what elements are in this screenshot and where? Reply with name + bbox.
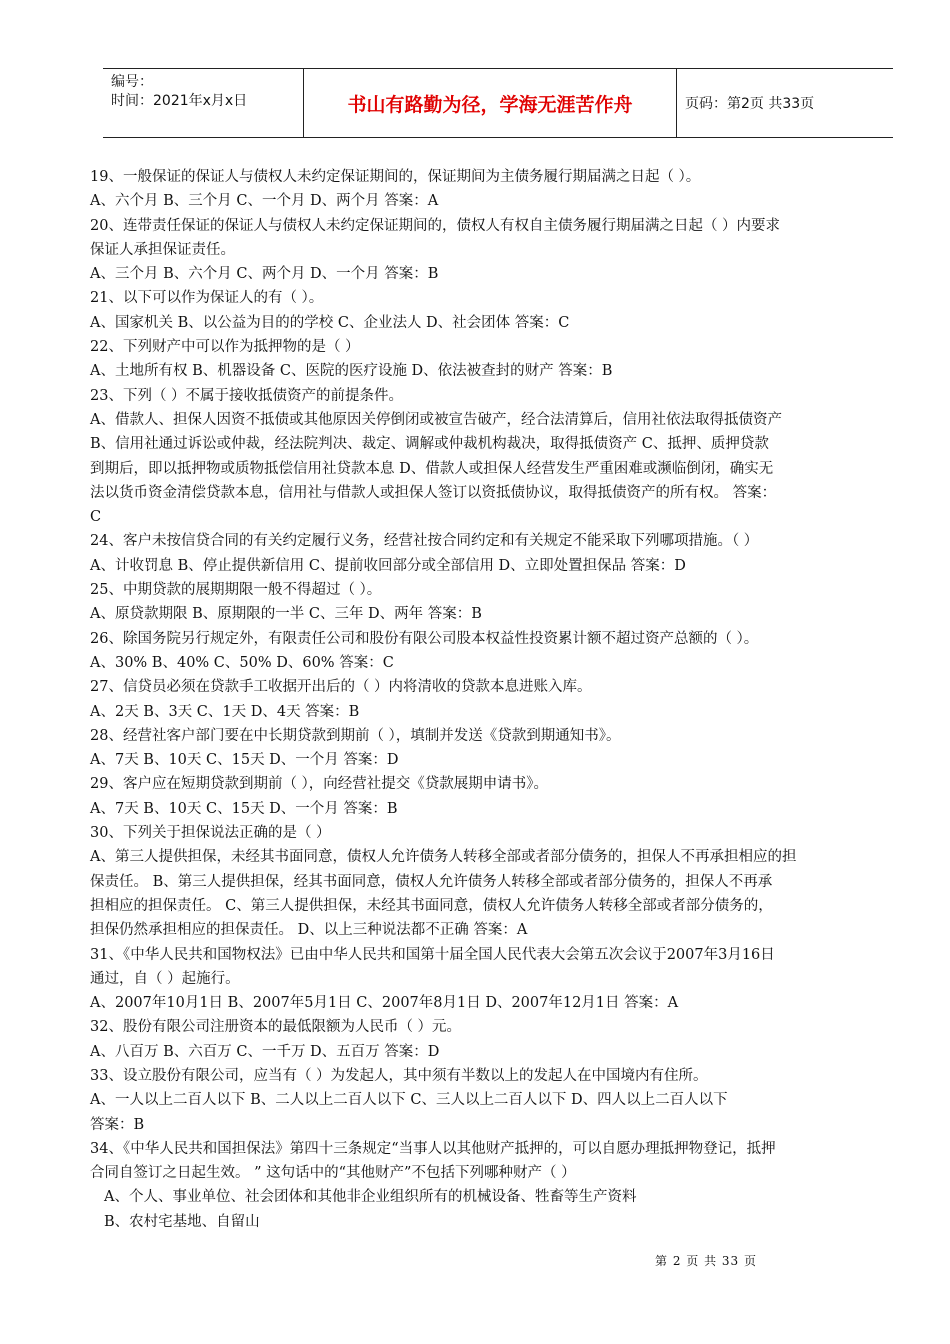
text-line: A、六个月 B、三个月 C、一个月 D、两个月 答案：A — [90, 193, 439, 210]
page-header — [103, 68, 893, 138]
text-line: A、八百万 B、六百万 C、一千万 D、五百万 答案：D — [90, 1043, 440, 1060]
page-footer: 第 2 页 共 33 页 — [655, 1254, 757, 1268]
text-line: 26、除国务院另行规定外，有限责任公司和股份有限公司股本权益性投资累计额不超过资产总额的（ ）。 — [90, 630, 759, 647]
text-line: 23、下列（ ）不属于接收抵债资产的前提条件。 — [90, 387, 404, 404]
text-line: 保责任。 B、第三人提供担保，经其书面同意，债权人允许债务人转移全部或者部分债务的，担保人不再承 — [90, 873, 773, 890]
text-line: A、30% B、40% C、50% D、60% 答案：C — [90, 654, 394, 671]
text-line: A、借款人、担保人因资不抵债或其他原因关停倒闭或被宣告破产，经合法清算后，信用社依法取得抵债资产 — [90, 411, 782, 428]
text-line: A、一人以上二百人以下 B、二人以上二百人以下 C、三人以上二百人以下 D、四人以上二百人以下 — [90, 1092, 728, 1109]
header-motto: 书山有路勤为径，学海无涯苦作舟 — [303, 69, 677, 137]
text-line: 28、经营社客户部门要在中长期贷款到期前（ ），填制并发送《贷款到期通知书》。 — [90, 727, 621, 744]
document-body — [90, 165, 904, 1234]
text-line: 29、客户应在短期贷款到期前（ ），向经营社提交《贷款展期申请书》。 — [90, 776, 549, 793]
option-line: B、农村宅基地、自留山 — [104, 1213, 260, 1230]
header-meta — [103, 69, 303, 137]
text-line: 25、中期贷款的展期期限一般不得超过（ ）。 — [90, 582, 382, 599]
text-line: A、土地所有权 B、机器设备 C、医院的医疗设施 D、依法被查封的财产 答案：B — [90, 363, 613, 380]
text-line: 24、客户未按信贷合同的有关约定履行义务，经营社按合同约定和有关规定不能采取下列哪项措施。（ ） — [90, 533, 759, 550]
option-line: A、个人、事业单位、社会团体和其他非企业组织所有的机械设备、牲畜等生产资料 — [104, 1189, 637, 1206]
text-line: A、第三人提供担保，未经其书面同意，债权人允许债务人转移全部或者部分债务的，担保人不再承担相应的担 — [90, 849, 797, 866]
text-line: 担相应的担保责任。 C、第三人提供担保，未经其书面同意，债权人允许债务人转移全部或者部分债务的， — [90, 897, 773, 914]
text-line: 27、信贷员必须在贷款手工收据开出后的（ ）内将清收的贷款本息进账入库。 — [90, 679, 592, 696]
time-label: 时间：2021年x月x日 — [111, 93, 248, 109]
text-line: 19、一般保证的保证人与债权人未约定保证期间的，保证期间为主债务履行期届满之日起（ ）。 — [90, 169, 701, 185]
text-line: 31、《中华人民共和国物权法》已由中华人民共和国第十届全国人民代表大会第五次会议于2007年3月16日 — [90, 946, 775, 963]
text-line: 到期后，即以抵押物或质物抵偿信用社贷款本息 D、借款人或担保人经营发生严重困难或濒临倒闭，确实无 — [90, 460, 774, 477]
text-line: 22、下列财产中可以作为抵押物的是（ ） — [90, 339, 360, 356]
text-line: 保证人承担保证责任。 — [90, 241, 235, 258]
text-line: 33、设立股份有限公司，应当有（ ）为发起人，其中须有半数以上的发起人在中国境内有住所。 — [90, 1067, 708, 1084]
text-line: 法以货币资金清偿贷款本息，信用社与借款人或担保人签订以资抵债协议，取得抵债资产的所有权。 答案： — [90, 484, 777, 501]
text-line: 34、《中华人民共和国担保法》第四十三条规定“当事人以其他财产抵押的，可以自愿办理抵押物登记，抵押 — [90, 1140, 776, 1157]
text-line: A、原贷款期限 B、原期限的一半 C、三年 D、两年 答案：B — [90, 606, 482, 623]
text-line: 32、股份有限公司注册资本的最低限额为人民币（ ）元。 — [90, 1019, 462, 1036]
text-line: 担保仍然承担相应的担保责任。 D、以上三种说法都不正确 答案：A — [90, 922, 528, 939]
text-line: C — [90, 509, 102, 526]
text-line: A、计收罚息 B、停止提供新信用 C、提前收回部分或全部信用 D、立即处置担保品 答案：D — [90, 557, 686, 574]
text-line: A、7天 B、10天 C、15天 D、一个月 答案：D — [90, 752, 399, 769]
text-line: 合同自签订之日起生效。 ” 这句话中的“其他财产”不包括下列哪种财产（ ） — [90, 1165, 576, 1182]
text-line: A、国家机关 B、以公益为目的的学校 C、企业法人 D、社会团体 答案：C — [90, 314, 570, 331]
header-page-info: 页码：第2页 共33页 — [685, 96, 815, 112]
text-line: A、2007年10月1日 B、2007年5月1日 C、2007年8月1日 D、2007年12月1日 答案：A — [90, 995, 679, 1012]
text-line: A、2天 B、3天 C、1天 D、4天 答案：B — [90, 703, 360, 720]
text-line: B、信用社通过诉讼或仲裁，经法院判决、裁定、调解或仲裁机构裁决，取得抵债资产 C、抵押、质押贷款 — [90, 436, 769, 453]
text-line: 答案：B — [90, 1116, 145, 1133]
text-line: 通过，自（ ）起施行。 — [90, 970, 240, 987]
text-line: 30、下列关于担保说法正确的是（ ） — [90, 825, 331, 842]
text-line: 21、以下可以作为保证人的有（ ）。 — [90, 290, 324, 307]
text-line: 20、连带责任保证的保证人与债权人未约定保证期间的，债权人有权自主债务履行期届满之日起（ ）内要求 — [90, 217, 781, 234]
number-label: 编号： — [111, 74, 153, 90]
text-line: A、三个月 B、六个月 C、两个月 D、一个月 答案：B — [90, 266, 439, 283]
text-line: A、7天 B、10天 C、15天 D、一个月 答案：B — [90, 800, 398, 817]
